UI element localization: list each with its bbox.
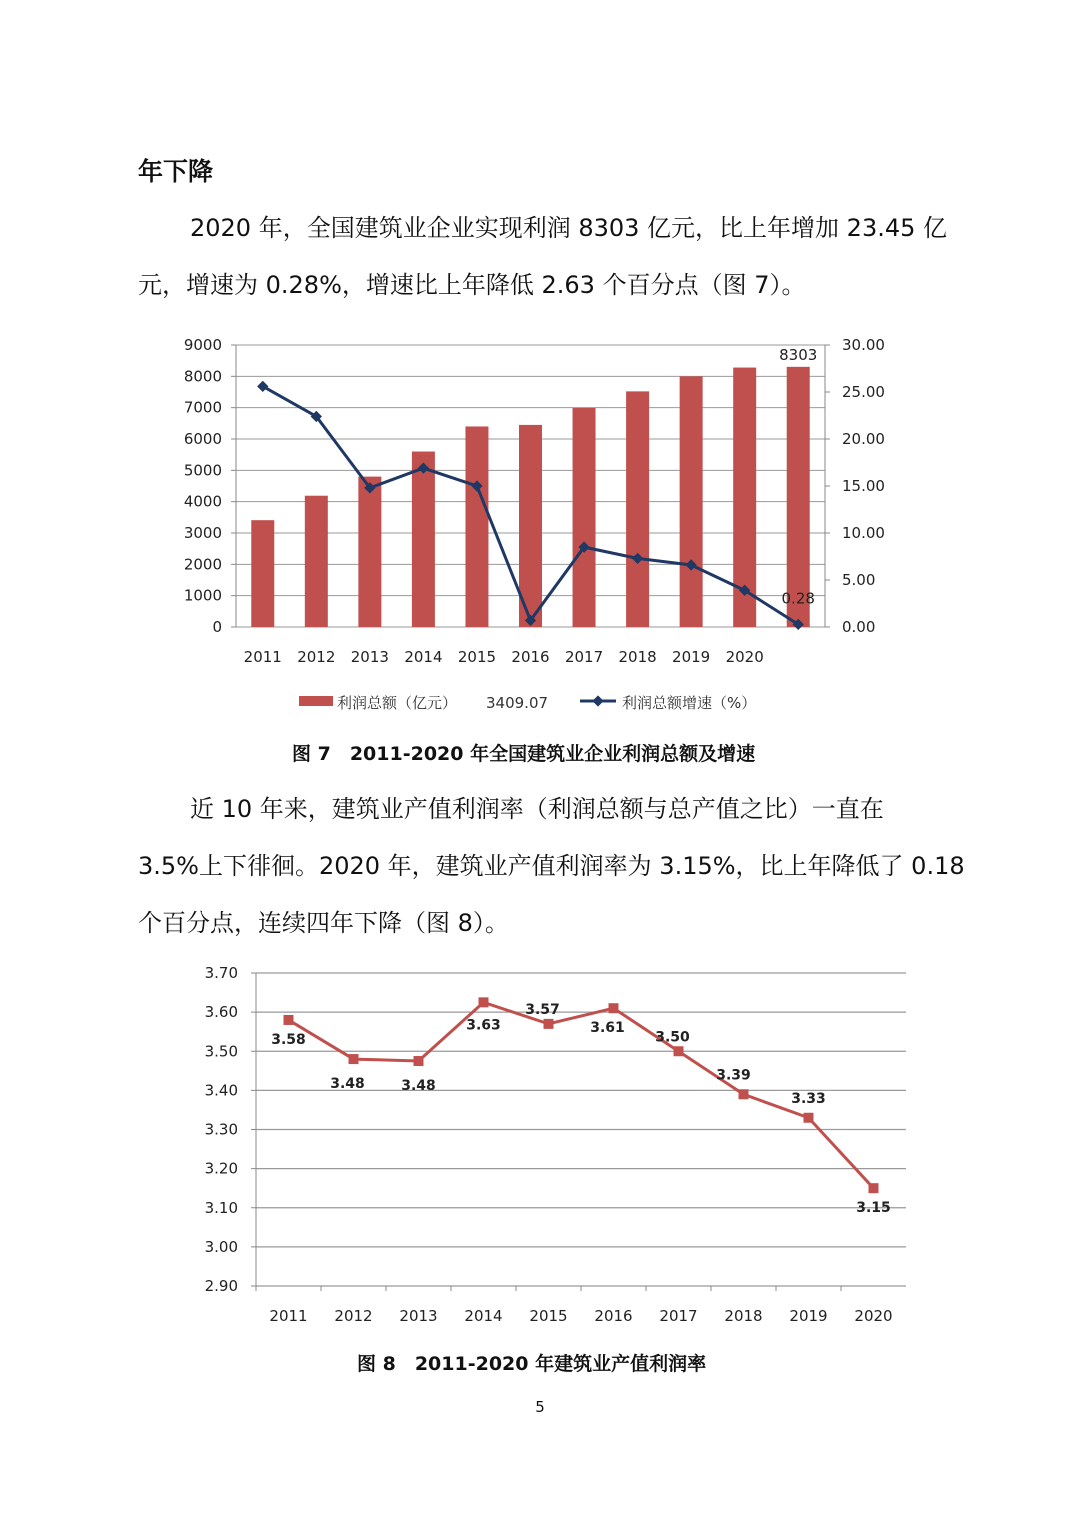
bar (787, 367, 810, 627)
y-tick-label: 3.50 (204, 1042, 238, 1061)
bar (358, 477, 381, 627)
y-right-tick-label: 10.00 (842, 524, 885, 542)
paragraph-1-line-2: 元，增速为 0.28%，增速比上年降低 2.63 个百分点（图 7）。 (138, 271, 806, 299)
rate-line (289, 1002, 874, 1188)
figure-7-bars (251, 367, 809, 627)
bar (305, 496, 328, 627)
y-left-tick-label: 6000 (183, 430, 222, 448)
y-left-tick-label: 0 (212, 618, 222, 636)
bar-data-label: 8303 (779, 345, 818, 364)
y-tick-label: 3.10 (204, 1198, 238, 1217)
paragraph-2-line-1: 近 10 年来，建筑业产值利润率（利润总额与总产值之比）一直在 (190, 795, 884, 823)
rate-point (609, 1003, 619, 1013)
y-right-tick-label: 15.00 (842, 477, 885, 495)
y-right-tick-label: 25.00 (842, 383, 885, 401)
x-tick-label: 2015 (529, 1307, 568, 1325)
figure-8-chart (0, 960, 1080, 1340)
data-label: 3.63 (466, 1017, 501, 1034)
rate-point (869, 1183, 879, 1193)
legend-line-marker (592, 695, 603, 706)
figure-8-labels (205, 964, 893, 1325)
x-tick-label: 2011 (243, 648, 282, 666)
x-tick-label: 2020 (854, 1307, 893, 1325)
section-heading: 年下降 (138, 157, 214, 186)
rate-point (284, 1015, 294, 1025)
y-tick-label: 2.90 (204, 1277, 238, 1295)
rate-point (804, 1113, 814, 1123)
rate-point (414, 1056, 424, 1066)
paragraph-2-line-3: 个百分点，连续四年下降（图 8）。 (138, 909, 509, 937)
figure-7-legend (299, 694, 756, 712)
y-tick-label: 3.00 (204, 1237, 238, 1256)
y-left-tick-label: 7000 (183, 398, 222, 417)
x-tick-label: 2012 (297, 648, 336, 666)
y-tick-label: 3.70 (204, 964, 238, 982)
x-tick-label: 2016 (511, 648, 550, 666)
x-tick-label: 2014 (464, 1307, 503, 1325)
bar (626, 391, 649, 627)
x-tick-label: 2018 (724, 1307, 763, 1325)
growth-point (257, 381, 268, 392)
bar (251, 520, 274, 627)
x-tick-label: 2011 (269, 1307, 308, 1325)
y-left-tick-label: 8000 (183, 367, 222, 386)
y-left-tick-label: 9000 (183, 336, 222, 354)
data-label: 3.15 (856, 1200, 891, 1217)
legend-bar-text: 利润总额（亿元） (337, 694, 458, 712)
legend-line-text: 利润总额增速（%） (622, 694, 757, 712)
figure-7-caption: 图 7 2011-2020 年全国建筑业企业利润总额及增速 (292, 743, 756, 765)
rate-point (674, 1046, 684, 1056)
x-tick-label: 2013 (399, 1307, 438, 1325)
x-tick-label: 2013 (350, 648, 389, 666)
rate-point (544, 1019, 554, 1029)
y-right-tick-label: 0.00 (842, 618, 876, 636)
figure-8-caption: 图 8 2011-2020 年建筑业产值利润率 (357, 1353, 707, 1375)
rate-point (739, 1089, 749, 1099)
data-label: 3.58 (271, 1031, 306, 1048)
x-tick-label: 2018 (618, 648, 657, 666)
x-tick-label: 2015 (457, 648, 497, 666)
figure-7-chart (0, 330, 1080, 730)
x-tick-label: 2019 (789, 1307, 828, 1325)
paragraph-2-line-2: 3.5%上下徘徊。2020 年，建筑业产值利润率为 3.15%，比上年降低了 0.18 (138, 852, 965, 880)
x-tick-label: 2017 (564, 648, 604, 666)
y-left-tick-label: 5000 (183, 461, 222, 480)
x-tick-label: 2020 (725, 648, 764, 666)
y-right-tick-label: 5.00 (842, 571, 876, 589)
x-tick-label: 2019 (672, 648, 711, 666)
page-number: 5 (535, 1398, 545, 1416)
rate-point (479, 997, 489, 1007)
y-tick-label: 3.30 (204, 1120, 238, 1139)
bar (412, 452, 435, 627)
data-label: 3.61 (590, 1020, 625, 1037)
figure-8-grid (251, 973, 906, 1291)
figure-8-line (284, 997, 879, 1193)
y-right-tick-label: 20.00 (842, 430, 885, 448)
y-left-tick-label: 4000 (183, 492, 222, 511)
legend-bar-swatch (299, 696, 333, 706)
bar (680, 376, 703, 627)
y-right-tick-label: 30.00 (842, 336, 885, 354)
x-tick-label: 2016 (594, 1307, 633, 1325)
bar (573, 408, 596, 627)
data-label: 3.50 (655, 1029, 690, 1046)
line-data-label: 0.28 (781, 589, 815, 608)
y-left-tick-label: 1000 (183, 586, 222, 605)
y-tick-label: 3.60 (204, 1003, 238, 1022)
y-tick-label: 3.20 (204, 1159, 238, 1178)
data-label: 3.39 (716, 1067, 751, 1084)
y-tick-label: 3.40 (204, 1081, 238, 1100)
data-label: 3.57 (525, 1001, 560, 1018)
data-label: 3.48 (401, 1078, 436, 1095)
legend-bar-value: 3409.07 (486, 694, 549, 712)
paragraph-1-line-1: 2020 年，全国建筑业企业实现利润 8303 亿元，比上年增加 23.45 亿 (190, 214, 948, 242)
paragraph-1 (138, 200, 948, 314)
x-tick-label: 2012 (334, 1307, 373, 1325)
data-label: 3.33 (791, 1090, 826, 1107)
x-tick-label: 2017 (659, 1307, 698, 1325)
paragraph-2 (138, 781, 965, 952)
y-left-tick-label: 2000 (183, 555, 222, 574)
data-label: 3.48 (330, 1076, 365, 1093)
y-left-tick-label: 3000 (183, 524, 222, 542)
x-tick-label: 2014 (404, 648, 443, 666)
bar (465, 426, 488, 627)
rate-point (349, 1054, 359, 1064)
